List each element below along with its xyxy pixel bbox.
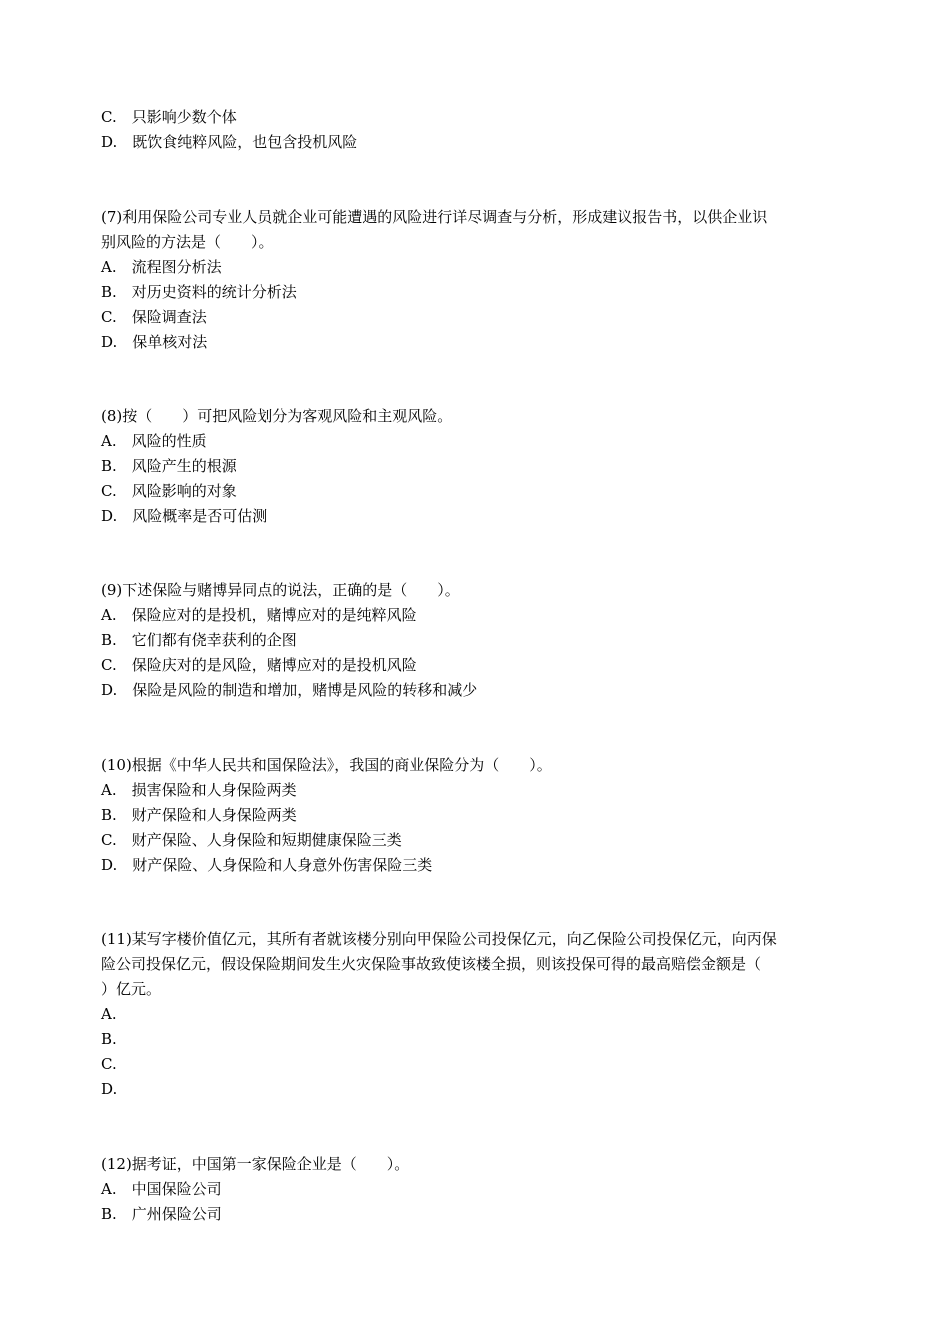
option-b: B. 它们都有侥幸获利的企图 xyxy=(101,631,297,649)
option-d: D. 风险概率是否可估测 xyxy=(101,507,268,525)
option-b: B. 广州保险公司 xyxy=(101,1205,222,1223)
option-d: D. 保单核对法 xyxy=(101,333,208,351)
option-d: D. 既饮食纯粹风险，也包含投机风险 xyxy=(101,133,358,151)
option-a: A. 保险应对的是投机，赌博应对的是纯粹风险 xyxy=(101,606,417,624)
question-stem-continued: 险公司投保亿元，假设保险期间发生火灾保险事故致使该楼全损，则该投保可得的最高赔偿金额是（ xyxy=(101,955,762,973)
option-c: C. 保险调查法 xyxy=(101,308,207,326)
option-c: C. xyxy=(101,1055,117,1073)
question-stem: (7)利用保险公司专业人员就企业可能遭遇的风险进行详尽调查与分析，形成建议报告书，以供企业识 xyxy=(101,208,768,226)
question-stem: (9)下述保险与赌博异同点的说法，正确的是（ ）。 xyxy=(101,581,460,599)
option-b: B. xyxy=(101,1030,117,1048)
option-d: D. 保险是风险的制造和增加，赌博是风险的转移和减少 xyxy=(101,681,478,699)
option-c: C. 只影响少数个体 xyxy=(101,108,237,126)
option-a: A. 中国保险公司 xyxy=(101,1180,222,1198)
option-d: D. 财产保险、人身保险和人身意外伤害保险三类 xyxy=(101,856,433,874)
question-stem: (10)根据《中华人民共和国保险法》，我国的商业保险分为（ ）。 xyxy=(101,756,552,774)
option-d: D. xyxy=(101,1080,118,1098)
option-c: C. 财产保险、人身保险和短期健康保险三类 xyxy=(101,831,402,849)
option-c: C. 保险庆对的是风险，赌博应对的是投机风险 xyxy=(101,656,417,674)
question-stem: (12)据考证，中国第一家保险企业是（ ）。 xyxy=(101,1155,410,1173)
question-stem: (11)某写字楼价值亿元，其所有者就该楼分别向甲保险公司投保亿元，向乙保险公司投保亿元，向丙保 xyxy=(101,930,777,948)
question-stem-continued: ）亿元。 xyxy=(101,980,162,998)
option-b: B. 对历史资料的统计分析法 xyxy=(101,283,297,301)
option-a: A. xyxy=(101,1005,117,1023)
option-b: B. 财产保险和人身保险两类 xyxy=(101,806,297,824)
option-a: A. 损害保险和人身保险两类 xyxy=(101,781,297,799)
option-c: C. 风险影响的对象 xyxy=(101,482,237,500)
option-a: A. 风险的性质 xyxy=(101,432,207,450)
question-stem: (8)按（ ）可把风险划分为客观风险和主观风险。 xyxy=(101,407,453,425)
option-b: B. 风险产生的根源 xyxy=(101,457,237,475)
question-stem-continued: 别风险的方法是（ ）。 xyxy=(101,233,274,251)
option-a: A. 流程图分析法 xyxy=(101,258,222,276)
